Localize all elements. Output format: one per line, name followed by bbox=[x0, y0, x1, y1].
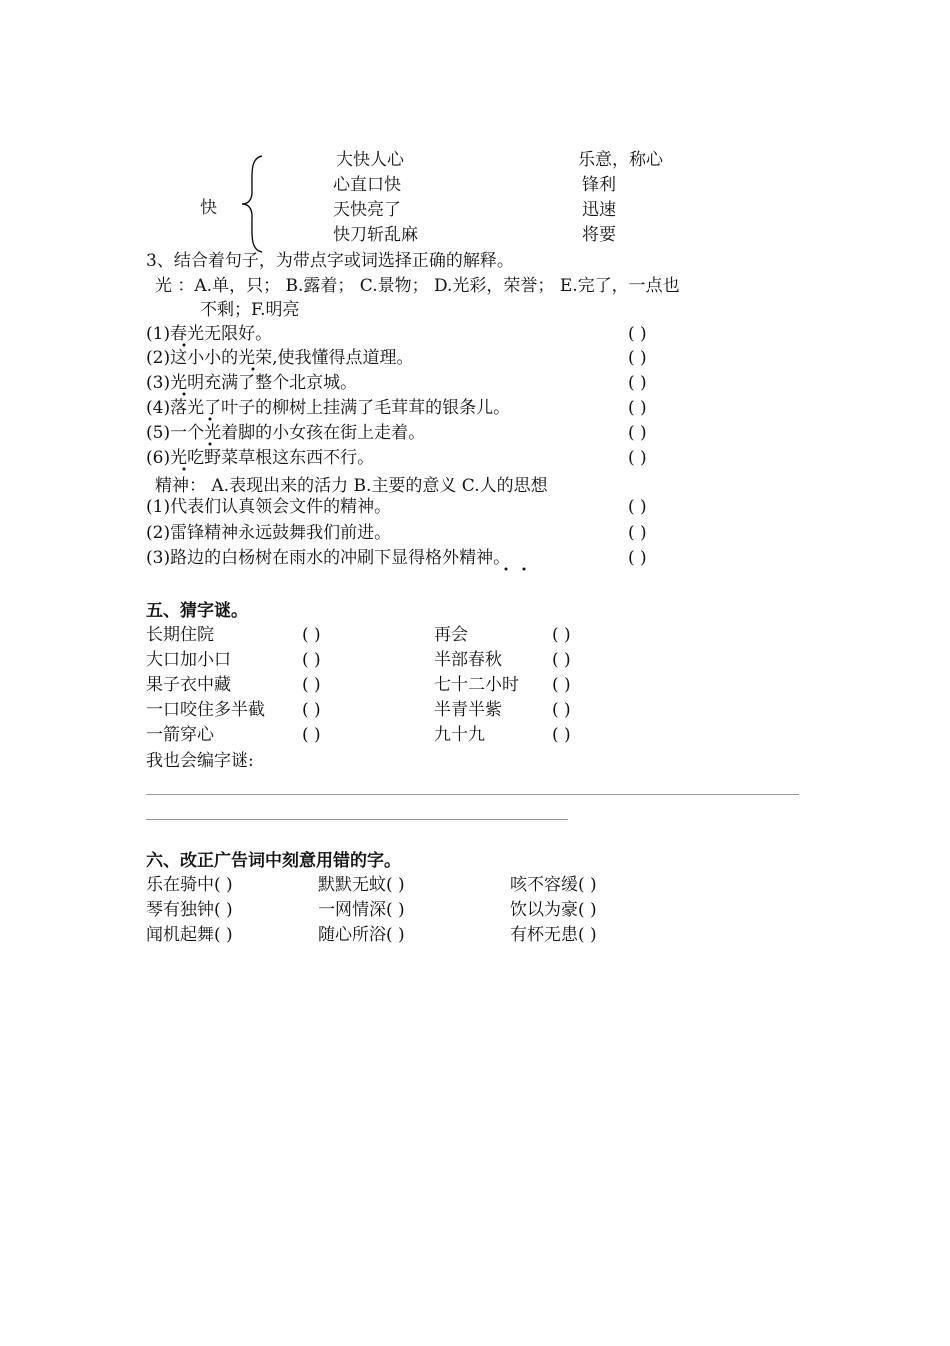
kuai-meaning-4: 将要 bbox=[582, 225, 616, 245]
ad-item[interactable]: 随心所浴( ) bbox=[318, 925, 405, 945]
ad-item[interactable]: 琴有独钟( ) bbox=[146, 900, 233, 920]
answer-paren[interactable]: ( ) bbox=[628, 348, 647, 368]
ad-item[interactable]: 咳不容缓( ) bbox=[510, 875, 597, 895]
kuai-phrase-4: 快刀斩乱麻 bbox=[333, 225, 418, 245]
jingshen-item-3: (3)路边的白杨树在雨水的冲刷下显得格外精神。 bbox=[146, 548, 511, 568]
kuai-phrase-3: 天快亮了 bbox=[333, 200, 401, 220]
riddle-left-3: 果子衣中藏 bbox=[146, 675, 231, 695]
answer-paren[interactable]: ( ) bbox=[628, 423, 647, 443]
ad-item[interactable]: 乐在骑中( ) bbox=[146, 875, 233, 895]
riddle-answer[interactable]: ( ) bbox=[302, 725, 321, 745]
riddle-answer[interactable]: ( ) bbox=[302, 650, 321, 670]
jingshen-item-2: (2)雷锋精神永远鼓舞我们前进。 bbox=[146, 523, 392, 543]
answer-line[interactable] bbox=[146, 794, 799, 795]
riddle-answer[interactable]: ( ) bbox=[552, 725, 571, 745]
section5-title: 五、猜字谜。 bbox=[146, 601, 248, 621]
kuai-char: 快 bbox=[200, 198, 217, 218]
section6-title: 六、改正广告词中刻意用错的字。 bbox=[146, 851, 401, 871]
guang-item-6: (6)光吃野菜草根这东西不行。 bbox=[146, 448, 375, 468]
guang-options-line2: 不剩；F.明亮 bbox=[200, 300, 300, 320]
riddle-left-4: 一口咬住多半截 bbox=[146, 700, 265, 720]
riddle-answer[interactable]: ( ) bbox=[302, 700, 321, 720]
riddle-right-2: 半部春秋 bbox=[434, 650, 502, 670]
guang-item-3: (3)光明充满了整个北京城。 bbox=[146, 373, 358, 393]
answer-paren[interactable]: ( ) bbox=[628, 373, 647, 393]
guang-item-5: (5)一个光着脚的小女孩在街上走着。 bbox=[146, 423, 426, 443]
riddle-right-3: 七十二小时 bbox=[434, 675, 519, 695]
riddle-left-2: 大口加小口 bbox=[146, 650, 231, 670]
kuai-meaning-3: 迅速 bbox=[582, 200, 616, 220]
kuai-meaning-1: 乐意，称心 bbox=[578, 150, 663, 170]
riddle-answer[interactable]: ( ) bbox=[552, 625, 571, 645]
ad-item[interactable]: 闻机起舞( ) bbox=[146, 925, 233, 945]
emphasis-dots bbox=[0, 0, 950, 600]
answer-paren[interactable]: ( ) bbox=[628, 548, 647, 568]
riddle-answer[interactable]: ( ) bbox=[302, 625, 321, 645]
ad-item[interactable]: 一网情深( ) bbox=[318, 900, 405, 920]
ad-item[interactable]: 饮以为豪( ) bbox=[510, 900, 597, 920]
riddle-right-4: 半青半紫 bbox=[434, 700, 502, 720]
riddle-answer[interactable]: ( ) bbox=[302, 675, 321, 695]
ad-item[interactable]: 有杯无患( ) bbox=[510, 925, 597, 945]
answer-paren[interactable]: ( ) bbox=[628, 497, 647, 517]
answer-paren[interactable]: ( ) bbox=[628, 523, 647, 543]
riddle-answer[interactable]: ( ) bbox=[552, 700, 571, 720]
jingshen-options: 精神： A.表现出来的活力 B.主要的意义 C.人的思想 bbox=[155, 476, 548, 496]
answer-paren[interactable]: ( ) bbox=[628, 398, 647, 418]
kuai-meaning-2: 锋利 bbox=[582, 175, 616, 195]
jingshen-item-1: (1)代表们认真领会文件的精神。 bbox=[146, 497, 392, 517]
kuai-phrase-1: 大快人心 bbox=[336, 150, 404, 170]
guang-options-line1: 光 ：A.单，只； B.露着； C.景物； D.光彩，荣誉； E.完了，一点也 bbox=[155, 276, 680, 296]
kuai-phrase-2: 心直口快 bbox=[333, 175, 401, 195]
guang-item-2: (2)这小小的光荣,使我懂得点道理。 bbox=[146, 348, 414, 368]
answer-paren[interactable]: ( ) bbox=[628, 324, 647, 344]
riddle-right-1: 再会 bbox=[434, 625, 468, 645]
q3-title: 3、结合着句子，为带点字或词选择正确的解释。 bbox=[146, 251, 514, 271]
guang-item-1: (1)春光无限好。 bbox=[146, 324, 273, 344]
riddle-answer[interactable]: ( ) bbox=[552, 675, 571, 695]
answer-paren[interactable]: ( ) bbox=[628, 448, 647, 468]
riddle-left-5: 一箭穿心 bbox=[146, 725, 214, 745]
ad-item[interactable]: 默默无蚊( ) bbox=[318, 875, 405, 895]
guang-item-4: (4)落光了叶子的柳树上挂满了毛茸茸的银条儿。 bbox=[146, 398, 511, 418]
riddle-left-1: 长期住院 bbox=[146, 625, 214, 645]
compose-riddle-label: 我也会编字谜: bbox=[146, 751, 254, 771]
riddle-answer[interactable]: ( ) bbox=[552, 650, 571, 670]
answer-line[interactable] bbox=[146, 819, 568, 820]
riddle-right-5: 九十九 bbox=[434, 725, 485, 745]
